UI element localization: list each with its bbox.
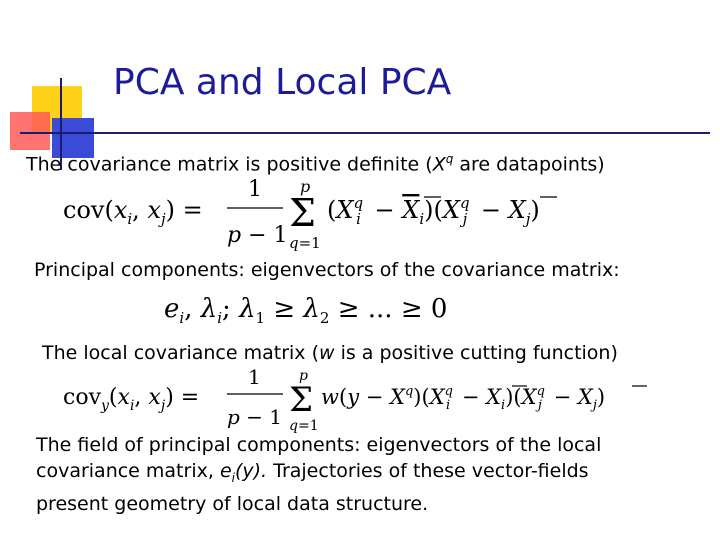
eigenvector-var: e [219, 460, 232, 482]
formula1-denominator: p − 1 [227, 223, 288, 248]
paragraph-line-2 [36, 458, 706, 491]
formula3-sum-bottom: q=1 [289, 418, 319, 434]
formula3-sum-symbol: Σ [289, 380, 314, 420]
eigenvector-arg: (y). [234, 460, 268, 482]
cutting-function-var: w [318, 342, 335, 364]
covariance-statement-suffix: are datapoints) [453, 153, 605, 176]
logo-square-red [10, 112, 50, 150]
eigenvector-sub: i [231, 470, 235, 485]
formula3-sum-top: p [299, 368, 308, 384]
local-covariance-statement [42, 342, 618, 364]
paragraph-line-2-prefix: covariance matrix, [36, 460, 220, 482]
formula3-denominator: p − 1 [227, 405, 283, 429]
paragraph-line-3: present geometry of local data structure. [36, 492, 429, 515]
field-of-components-paragraph [36, 432, 706, 517]
covariance-formula [55, 172, 615, 254]
paragraph-line-1: The field of principal components: eigenvectors of the local [36, 434, 602, 456]
formula1-sum-symbol: Σ [289, 191, 316, 235]
covariance-statement-prefix: The covariance matrix is positive definite ( [26, 153, 433, 176]
paragraph-line-2-suffix: Trajectories of these vector-fields [267, 460, 589, 482]
formula2-text: $e_i$, $\lambda_i$; $\lambda_1 \ge \lambda_2$ ≥ ... ≥ 0 [164, 294, 448, 327]
formula3-lhs-cov: $cov_y(x_i$, $x_j$) = [63, 385, 200, 414]
formula3-body: $w(y - X^q)(X^q$ $i - X_i)(X^q$ $j - X_j$) [321, 384, 606, 413]
formula1-sum-top: p [300, 177, 311, 196]
slide-title: PCA and Local PCA [113, 62, 452, 103]
formula1-sum-bottom: q=1 [289, 234, 321, 252]
formula1-numerator: 1 [248, 177, 262, 202]
datapoint-sup: q [445, 152, 454, 166]
formula1-lhs-cov: $cov(x_i$, $x_j$) = [63, 196, 203, 228]
formula3-numerator: 1 [248, 365, 261, 389]
datapoint-var: X [432, 153, 446, 176]
local-covariance-suffix: is a positive cutting function) [334, 342, 618, 364]
principal-components-statement: Principal components: eigenvectors of the covariance matrix: [34, 259, 620, 281]
eigenvalue-formula [160, 288, 480, 328]
local-covariance-formula [55, 364, 705, 434]
title-underline [20, 132, 710, 134]
formula1-body: ($X^q$ $i - X_i)(X^q$ $j - X_j$) [327, 194, 540, 228]
local-covariance-prefix: The local covariance matrix ( [42, 342, 319, 364]
